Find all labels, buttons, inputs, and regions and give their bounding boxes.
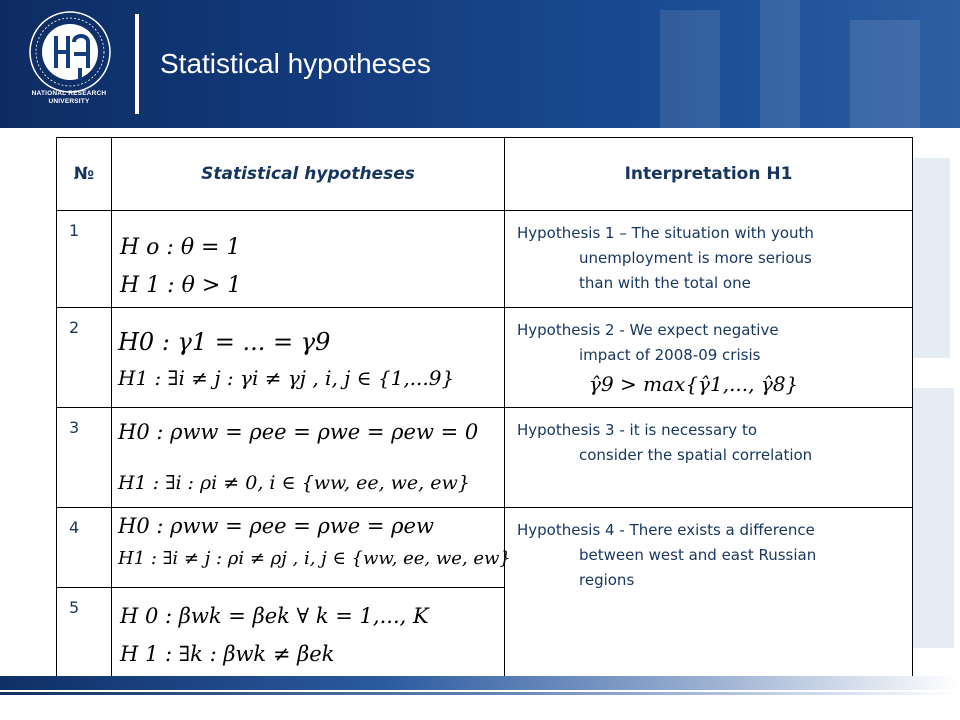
h1-formula: H 1 : ∃k : βwk ≠ βek [120,642,335,666]
hypothesis-cell [112,308,505,408]
table-row [57,508,913,588]
table-header-row [57,138,913,211]
header-watermark [620,0,960,128]
header-divider [135,14,139,114]
row-number: 4 [57,508,112,588]
interpretation-line: between west and east Russian [579,546,817,564]
hypothesis-cell [112,588,505,677]
interpretation-line: than with the total one [579,274,751,292]
interpretation-cell [505,408,913,508]
logo-caption [12,90,126,106]
interpretation-cell [505,308,913,408]
table-row [57,308,913,408]
page-title: Statistical hypotheses [160,48,431,79]
interpretation-line: Hypothesis 2 - We expect negative [517,321,779,339]
hypothesis-cell [112,508,511,588]
h1-formula: H 1 : θ > 1 [120,273,242,298]
h0-formula: H0 : γ1 = ... = γ9 [118,328,331,356]
interpretation-line: impact of 2008-09 crisis [579,346,761,364]
column-header-hypotheses: Statistical hypotheses [112,138,505,211]
column-header-number: № [57,138,112,211]
row-number: 3 [57,408,112,508]
table-row [57,408,913,508]
logo-caption-line1: NATIONAL RESEARCH [31,90,107,97]
crisis-formula: γ̂9 > max{γ̂1,..., γ̂8} [589,372,799,396]
row-number: 5 [57,588,112,677]
logo-caption-line2: UNIVERSITY [48,98,90,105]
row-number: 2 [57,308,112,408]
hypotheses-table [56,137,913,677]
h0-formula: H0 : ρww = ρee = ρwe = ρew = 0 [118,420,479,444]
footer-bar [0,676,960,690]
h0-formula: H 0 : βwk = βek ∀ k = 1,..., K [120,604,429,628]
hypothesis-cell [112,211,505,308]
interpretation-line: unemployment is more serious [579,249,812,267]
h1-formula: H1 : ∃i ≠ j : ρi ≠ ρj , i, j ∈ {ww, ee, we, ew} [118,548,511,569]
interpretation-line: Hypothesis 3 - it is necessary to [517,421,757,439]
footer-line [0,692,960,695]
table-row [57,211,913,308]
h0-formula: H0 : ρww = ρee = ρwe = ρew [118,514,434,538]
interpretation-line: Hypothesis 1 – The situation with youth [517,224,814,242]
h0-formula: H o : θ = 1 [120,235,241,260]
h1-formula: H1 : ∃i ≠ j : γi ≠ γj , i, j ∈ {1,...9} [118,366,455,390]
interpretation-cell [505,211,913,308]
h1-formula: H1 : ∃i : ρi ≠ 0, i ∈ {ww, ee, we, ew} [118,472,470,494]
row-number: 1 [57,211,112,308]
slide-header [0,0,960,128]
interpretation-line: consider the spatial correlation [579,446,813,464]
hypothesis-cell [112,408,505,508]
interpretation-line: regions [579,571,635,589]
column-header-interpretation: Interpretation H1 [505,138,913,211]
interpretation-line: Hypothesis 4 - There exists a difference [517,521,815,539]
interpretation-cell [505,508,913,677]
